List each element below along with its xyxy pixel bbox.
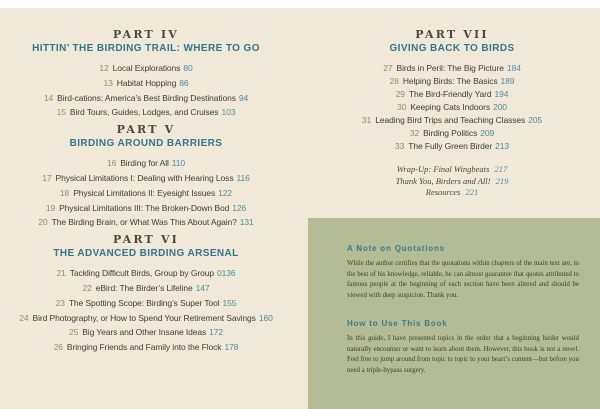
note-box-heading: How to Use This Book [347,318,448,328]
chapter-page: 200 [493,101,507,112]
chapter-number: 27 [383,63,393,73]
chapter-number: 26 [53,342,63,353]
chapter-page: 103 [221,107,236,118]
chapter-page: 205 [528,114,543,125]
chapter-number: 25 [68,327,79,338]
note-box [308,218,600,409]
chapter-title: Birds in Peril: The Big Picture [396,63,504,73]
book-spread [0,8,600,409]
toc-entry [312,116,592,125]
toc-entry [0,189,292,198]
chapter-page: 110 [171,158,186,169]
toc-entry [0,328,292,337]
chapter-title: Bird-cations: America’s Best Birding Destinations [57,92,236,103]
chapter-page: 184 [506,63,521,73]
chapter-list [0,64,292,118]
chapter-number: 13 [103,77,113,88]
chapter-page: 0136 [216,268,236,279]
chapter-title: The Bird-Friendly Yard [408,88,492,99]
chapter-title: The Fully Green Birder [408,140,493,151]
chapter-title: Physical Limitations I: Dealing with Hearing Loss [55,172,234,183]
toc-part [0,233,292,352]
chapter-number: 31 [361,114,372,125]
toc-part [312,28,592,151]
chapter-page: 155 [222,297,237,308]
chapter-number: 17 [42,172,52,183]
note-box-text-run: . Feel free to jump around from topic to topic to your heart’s content—but before you need a triple-bypass surgery. [347,345,579,374]
toc-entry [0,314,292,323]
chapter-number: 22 [82,282,92,293]
chapter-number: 33 [395,140,405,151]
chapter-title: Physical Limitations III: The Broken-Down Bod [59,202,230,213]
end-matter-page: 217 [494,164,508,175]
chapter-title: Birding for All [120,158,169,169]
end-matter-title: Thank You, Birders and All! [395,175,491,186]
chapter-page: 147 [195,282,210,293]
chapter-page: 194 [494,88,509,99]
note-box-text-run: novel [562,345,578,353]
chapter-title: Helping Birds: The Basics [402,75,498,86]
part-label: PART IV [112,28,180,41]
chapter-number: 18 [59,187,70,198]
note-box-text-run: While the author certifies that the quotations within chapters of the main text are, to the best of his knowledge, reliable, he can almost guarantee that quotes attributed to famous people at the beginning of each section have been altered and should be viewed with deep suspicion. Thank you. [347,260,579,300]
chapter-page: 131 [239,217,254,228]
chapter-number: 12 [99,63,109,73]
chapter-number: 21 [56,268,66,279]
note-box-heading: A Note on Quotations [347,244,445,253]
toc-entry [0,269,292,278]
chapter-page: 122 [218,187,233,198]
chapter-page: 189 [500,75,515,86]
chapter-title: eBird: The Birder’s Lifeline [95,282,193,293]
part-label: PART VI [112,233,180,247]
chapter-title: Bird Photography, or How to Spend Your Retirement Savings [32,312,256,323]
toc-entry [0,218,292,227]
note-box-body [347,334,579,377]
chapter-number: 29 [395,88,405,99]
chapter-page: 94 [238,92,249,103]
chapter-number: 23 [55,297,65,308]
part-label: PART V [116,123,176,137]
end-matter-entry [312,164,592,176]
toc-entry [312,142,592,151]
toc-entry [312,129,592,138]
chapter-page: 160 [258,312,273,323]
chapter-title: Habitat Hopping [116,77,177,88]
chapter-page: 80 [183,63,193,73]
chapter-number: 30 [397,101,407,112]
chapter-title: The Birding Brain, or What Was This About Again? [51,217,237,228]
note-box-text-run: In this guide, I have presented topics in the order that a beginning birder would naturally encounter or want to learn about them. However, this book is not a [347,334,579,353]
toc-entry [0,94,292,103]
chapter-number: 15 [56,107,66,118]
toc-part [0,123,292,227]
toc-entry [0,79,292,88]
chapter-number: 28 [389,75,399,86]
chapter-title: Tackling Difficult Birds, Group by Group [69,268,214,279]
chapter-page: 172 [209,327,224,338]
chapter-page: 116 [236,172,250,183]
chapter-page: 86 [179,77,189,88]
toc-entry [0,108,292,117]
end-matter-title: Resources [425,187,461,198]
chapter-number: 20 [38,217,48,228]
toc-entry [312,77,592,86]
left-page [0,8,292,409]
chapter-page: 209 [480,127,495,138]
chapter-list [0,159,292,227]
chapter-title: Leading Bird Trips and Teaching Classes [375,114,526,125]
end-matter [312,164,592,199]
toc-entry [312,103,592,112]
chapter-title: Big Years and Other Insane Ideas [82,327,207,338]
chapter-title: Birding Politics [423,127,478,138]
chapter-page: 126 [232,202,247,213]
end-matter-title: Wrap-Up: Final Wingbeats [396,164,490,175]
chapter-list [0,269,292,352]
toc-part [0,28,292,118]
note-box-section [347,244,578,302]
toc-entry [0,204,292,213]
part-title: HITTIN’ THE BIRDING TRAIL: WHERE TO GO [32,43,260,54]
toc-entry [0,159,292,168]
toc-entry [312,64,592,73]
right-page-parts [312,28,592,151]
chapter-list [312,64,592,151]
chapter-title: Local Explorations [112,63,181,73]
chapter-number: 19 [45,202,56,213]
end-matter-page: 219 [495,175,509,186]
chapter-title: Bringing Friends and Family into the Flock [66,342,222,353]
chapter-number: 16 [106,158,117,169]
toc-entry [0,174,292,183]
end-matter-entry [312,187,592,199]
toc-entry [312,90,592,99]
end-matter-page: 221 [465,187,479,198]
note-box-section [347,319,578,377]
part-label: PART VII [415,28,489,41]
toc-entry [0,64,292,73]
chapter-page: 178 [224,342,239,353]
chapter-title: Bird Tours, Guides, Lodges, and Cruises [69,107,219,118]
part-title: GIVING BACK TO BIRDS [389,43,515,54]
chapter-title: The Spotting Scope: Birding’s Super Tool [68,297,220,308]
toc-entry [0,284,292,293]
part-title: THE ADVANCED BIRDING ARSENAL [53,248,239,260]
part-title: BIRDING AROUND BARRIERS [69,138,223,150]
chapter-title: Physical Limitations II: Eyesight Issues [73,187,216,198]
end-matter-entry [312,176,592,188]
chapter-number: 14 [43,92,54,103]
toc-entry [0,299,292,308]
chapter-title: Keeping Cats Indoors [410,101,491,112]
toc-entry [0,343,292,352]
note-box-body [347,259,579,302]
chapter-page: 213 [495,140,509,151]
chapter-number: 32 [409,127,420,138]
chapter-number: 24 [19,312,29,323]
